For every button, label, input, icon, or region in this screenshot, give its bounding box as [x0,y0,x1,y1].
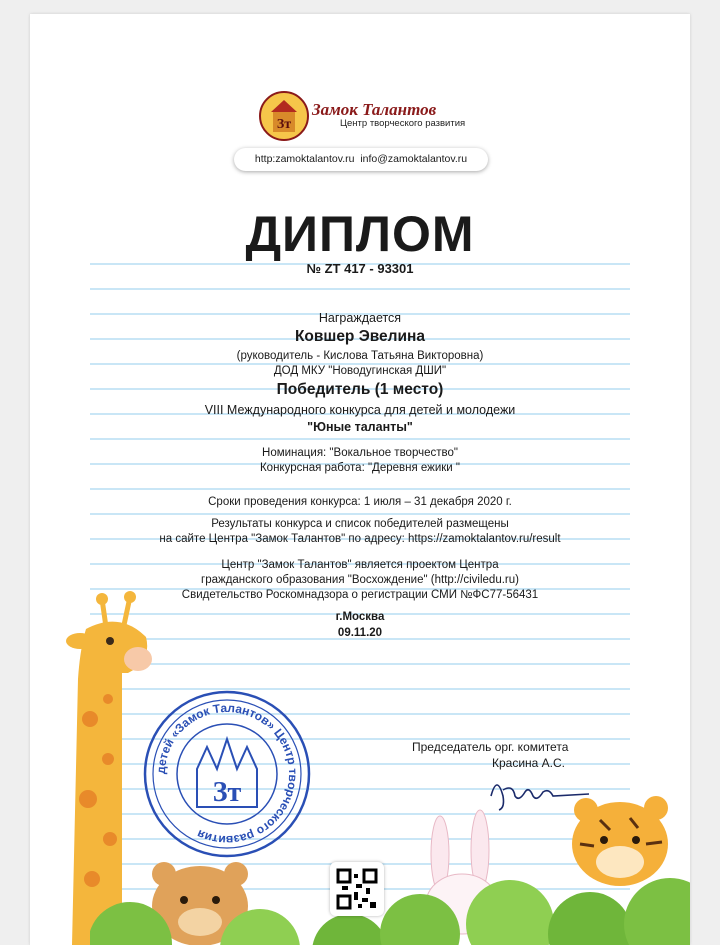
project-line-2: гражданского образования "Восхождение" (http://civiledu.ru) [201,574,519,586]
nomination: Номинация: "Вокальное творчество" [262,447,458,459]
signature-name: Красина А.С. [492,756,566,770]
results-line-2: на сайте Центра "Замок Талантов" по адресу: https://zamoktalantov.ru/result [159,533,561,545]
contest-work: Конкурсная работа: "Деревня ежики " [259,462,461,474]
project-line-1: Центр "Замок Талантов" является проектом Центра [221,559,499,571]
issue-date: 09.11.20 [337,627,383,639]
school: ДОД МКУ "Новодугинская ДШИ" [273,365,447,377]
bottom-illustration [90,784,690,945]
castle-logo-icon [258,90,310,142]
diploma-number: № ZT 417 - 93301 [306,261,414,276]
contest-title: VIII Международного конкурса для детей и молодежи [204,403,516,417]
project-line-3: Свидетельство Роскомнадзора о регистрации СМИ №ФС77-56431 [181,589,539,601]
recipient-name: Ковшер Эвелина [294,328,426,345]
diploma-sheet [30,14,690,945]
contest-dates: Сроки проведения конкурса: 1 июля – 31 декабря 2020 г. [208,496,512,508]
seal-ring-text: детей «Замок Талантов» Центр творческого развития [153,700,301,848]
qr-code-icon [330,862,384,916]
diploma-title: ДИПЛОМ [245,206,475,262]
contest-name: "Юные таланты" [307,420,413,434]
seal-letters: Зт [212,777,242,808]
brand-subtitle: Центр творческого развития [340,118,466,129]
supervisor: (руководитель - Кислова Татьяна Викторовна) [236,350,484,362]
website-link[interactable]: http:zamoktalantov.ru [254,153,355,165]
logo-letters: Зт [276,117,292,132]
city: г.Москва [335,611,385,623]
place: Победитель (1 место) [276,381,444,398]
results-line-1: Результаты конкурса и список победителей размещены [211,518,509,530]
email-link[interactable]: info@zamoktalantov.ru [360,153,468,165]
qr-code[interactable] [330,862,384,916]
contact-pill [234,148,488,171]
brand-name: Замок Талантов [312,100,437,119]
signature-title: Председатель орг. комитета [412,740,569,754]
awarded-label: Награждается [318,311,402,325]
